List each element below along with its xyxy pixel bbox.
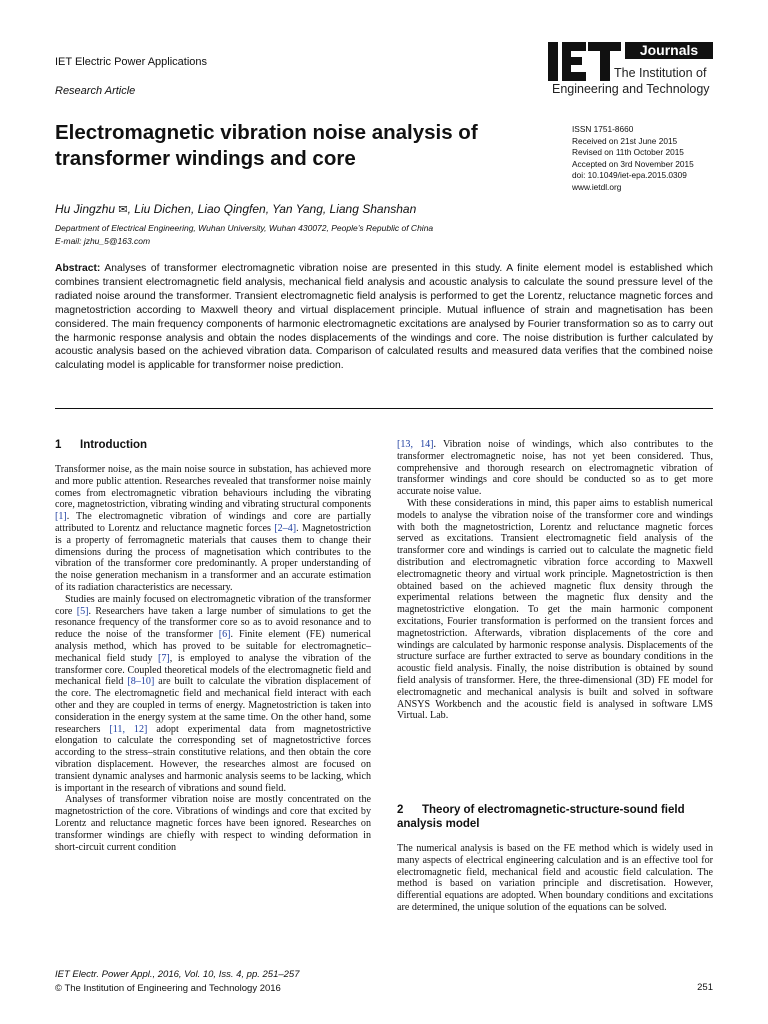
- journal-url[interactable]: www.ietdl.org: [572, 181, 622, 192]
- paragraph: Transformer noise, as the main noise source in substation, has achieved more and more public attention. Researches revealed that transformer noise mainly comes from electromagnetic vibration behaviours including the vibrating core, magnetostriction, vibrating winding and vibrating structural components [1]. The electromagnetic vibration of windings and core are partially attributed to Lorentz and reluctance magnetic forces [2–4]. Magnetostriction is a property of ferromagnetic materials that causes them to change their dimensions during the process of magnetisation which contributes to the vibration of the transformer core predominantly. A proper understanding of the noise generation mechanism in a transformer and an accurate estimation of its radiation characteristics are necessary.: [55, 464, 371, 593]
- section-number: 1: [55, 439, 62, 451]
- email-line: [55, 235, 433, 248]
- issn: ISSN 1751-8660: [572, 124, 634, 134]
- citation-link[interactable]: [13, 14]: [397, 439, 434, 450]
- abstract: [55, 262, 713, 373]
- copyright: © The Institution of Engineering and Technology 2016: [55, 983, 281, 994]
- paragraph: Studies are mainly focused on electromagnetic vibration of the transformer core [5]. Researchers have taken a large number of simulations to get the resonance frequency of the transformer core so as to avoid resonance and to reduce the noise of the transformer [6]. Finite element (FE) numerical analysis method, which has proved to be suitable for electromagnetic–mechanical field study [7], is employed to analyse the vibration of the transformer core. Coupled theoretical models of the electromagnetic field and mechanical field [8–10] are built to calculate the vibration displacement of the core. The electromagnetic field and mechanical field interact with each other and they are coupled in terms of energy. Magnetostriction is taken into consideration in the energy system at the same time. On the other hand, some researchers [11, 12] adopt experimental data from magnetostrictive elongation to calculate the corresponding set of magnetostrictive forces according to the stress–strain constitutive relations, and then obtain the core vibration displacement. However, the researches almost are focused on transient dynamic analyses and harmonic analysis seems to be lacking, which is important in the research of vibrations and sound field.: [55, 593, 372, 794]
- paragraph: [13, 14]. Vibration noise of windings, which also contributes to the transformer electromagnetic noise, has not yet been considered. Thus, comprehensive and thorough research on electromagnetic vibration of transformer windings and core should be conducted so as to get more accurate noise value.: [397, 439, 713, 498]
- author-list: [55, 202, 416, 216]
- department: Department of Electrical Engineering, Wuhan University, Wuhan 430072, People’s Republic of China: [55, 223, 434, 233]
- paragraph: The numerical analysis is based on the FE method which is widely used in many aspects of electrical engineering calculation and is an effective tool for electromagnetic field, mechanical field and acoustic field calculation. The method is based on variation principle and discretisation. However, differential equations are adopted. When boundary conditions and excitations are determined, the unique solution of the equations can be solved.: [397, 843, 713, 913]
- iet-logo: [548, 40, 716, 100]
- section-title: Theory of electromagnetic-structure-sound field analysis model: [397, 804, 685, 830]
- citation-link[interactable]: [11, 12]: [109, 723, 148, 735]
- citation-link[interactable]: [7]: [158, 652, 170, 664]
- abstract-divider: [55, 408, 713, 409]
- citation-link[interactable]: [5]: [76, 605, 89, 617]
- citation-link[interactable]: [8–10]: [127, 676, 155, 688]
- journals-label: Journals: [625, 42, 713, 59]
- footer: [55, 968, 300, 996]
- right-column: [397, 439, 713, 722]
- journal-name: IET Electric Power Applications: [55, 56, 208, 68]
- abstract-label: Abstract:: [55, 263, 101, 274]
- citation-link[interactable]: [2–4]: [274, 522, 297, 534]
- page-number: 251: [697, 982, 713, 993]
- paper-title: Electromagnetic vibration noise analysis of transformer windings and core: [55, 121, 478, 170]
- affiliation: [55, 222, 433, 248]
- section-title: Introduction: [80, 439, 148, 451]
- paragraph: Analyses of transformer vibration noise are mostly concentrated on the magnetostriction of the core. Vibrations of windings and core that excited by Lorentz and reluctance magnetic forces have been ignored. Researches on transformer windings are chiefly with respect to winding deformation in short-circuit current condition: [55, 794, 371, 853]
- other-authors: , Liu Dichen, Liao Qingfen, Yan Yang, Liang Shanshan: [127, 202, 417, 216]
- org-name-line1: The Institution of: [614, 66, 707, 80]
- left-column: [55, 464, 371, 853]
- paragraph: With these considerations in mind, this paper aims to establish numerical models to analyse the vibration noise of the transformer core and windings with both the magnetostriction, Lorentz and reluctance magnetic forces served as excitations. Transient electromagnetic field analysis of the transformer core and windings is carried out to calculate the magnetic field distribution and electromagnetic vibration force according to Maxwell electromagnetic theory and virtual work principle. Magnetostriction is then obtained based on the achieved magnetic flux density through the experimental relations between the magnetic flux density and the magnetostrictive elongation. To get the main harmonic component excitations, Fourier transformation is performed on the transient forces and magnetostriction. Afterwards, vibration displacements of the core and windings are calculated by harmonic response analysis. Displacements of the structure surface are further extracted to serve as boundary conditions in the acoustic field analysis. Finally, the noise distribution is obtained by sound field analysis of transformer. Here, the three-dimensional (3D) FE model for electromagnetic and mechanical analysis is built and solved in software ANSYS Workbench and the acoustic field is analysed in software LMS Virtual. Lab.: [397, 497, 713, 722]
- email-address[interactable]: jzhu_5@163.com: [83, 236, 151, 246]
- accepted-date: Accepted on 3rd November 2015: [572, 158, 694, 169]
- section2-body: [397, 843, 713, 914]
- section-heading-introduction: [55, 438, 147, 452]
- received-date: Received on 21st June 2015: [572, 135, 678, 146]
- section-number: 2: [397, 804, 404, 816]
- abstract-text: Analyses of transformer electromagnetic vibration noise are presented in this study. A finite element model is established which combines transient electromagnetic field analysis, mechanical field analysis and acoustic analysis to calculate the sound pressure level of the radiated noise around the transformer. Transient electromagnetic field analysis is performed to get the Lorentz, reluctance magnetic forces and magnetostriction according to Maxwell theory and virtual displacement principle. Mutual influence of strain and magnetisation has been considered. The main frequency components of harmonic electromagnetic excitations are analysed by Fourier transformation so as to carry out the harmonic response analysis and obtain the nodes displacements of the windings and core. The noise distribution is further calculated by acoustic analysis based on the achieved vibration data. Comparison of calculated results and measured data verifies that the combined noise calculating model is applicable for transformer noise prediction.: [55, 263, 713, 372]
- article-meta: [572, 124, 694, 193]
- mail-icon[interactable]: ✉: [118, 204, 128, 216]
- org-name-line2: Engineering and Technology: [552, 82, 710, 96]
- revised-date: Revised on 11th October 2015: [572, 147, 684, 157]
- citation-info: IET Electr. Power Appl., 2016, Vol. 10, Iss. 4, pp. 251–257: [55, 969, 300, 980]
- email-label: E-mail:: [55, 236, 84, 246]
- section-heading-theory: [397, 803, 713, 831]
- citation-link[interactable]: [1]: [55, 511, 67, 523]
- doi[interactable]: doi: 10.1049/iet-epa.2015.0309: [572, 170, 687, 180]
- article-type: Research Article: [55, 85, 136, 97]
- citation-link[interactable]: [6]: [218, 629, 231, 641]
- corresponding-author: Hu Jingzhu: [55, 202, 116, 216]
